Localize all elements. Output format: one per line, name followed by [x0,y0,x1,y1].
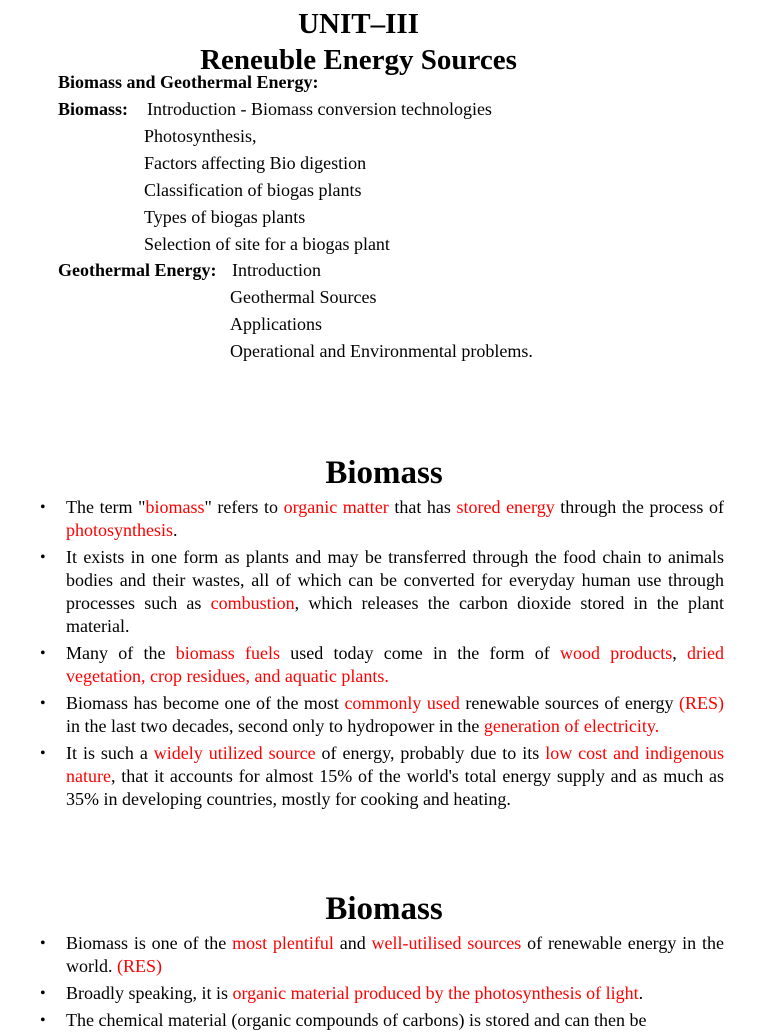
highlighted-term: well-utilised sources [371,933,522,953]
bullet-text: of energy, probably due to its [315,743,546,763]
bullet-text: Biomass has become one of the most [66,693,345,713]
highlighted-term: stored energy [456,497,555,517]
bullet-text: that has [388,497,457,517]
biomass-topic: Classification of biogas plants [144,180,362,200]
unit-subtitle: Reneuble Energy Sources [200,44,517,76]
bullet-text: and [333,933,372,953]
highlighted-term: combustion [210,593,295,613]
bullet-item [40,742,724,811]
bullet-text: , that it accounts for almost 15% of the world's total energy supply and as much as 35% in developing countries, mostly for cooking and heating. [66,766,724,809]
bullet-text: It is such a [66,743,154,763]
slide-heading-biomass-2: Biomass [325,891,443,927]
highlighted-term: low cost and indigenous nature [66,743,725,786]
section-heading: Biomass and Geothermal Energy: [58,72,319,92]
unit-title: UNIT–III [298,8,419,40]
biomass-bullet-list-2 [40,932,724,1036]
bullet-text: Many of the [66,643,176,663]
bullet-text: , [672,643,687,663]
geothermal-topic: Geothermal Sources [230,287,377,307]
bullet-text: used today come in the form of [280,643,560,663]
highlighted-term: (RES) [117,956,162,976]
bullet-text: " refers to [204,497,284,517]
bullet-text: . [173,520,178,540]
bullet-text: Broadly speaking, it is [66,983,233,1003]
highlighted-term: generation of electricity. [483,716,660,736]
highlighted-term: dried vegetation, crop residues, and aquatic plants. [66,643,724,686]
geothermal-topic: Operational and Environmental problems. [230,341,533,361]
biomass-bullet-list [40,496,724,815]
highlighted-term: organic material produced by the photosynthesis of light [232,983,639,1003]
bullet-text: in the last two decades, second only to hydropower in the [66,716,484,736]
bullet-text: , which releases the carbon dioxide stored in the plant material. [66,593,724,636]
biomass-topic: Selection of site for a biogas plant [144,234,390,254]
highlighted-term: photosynthesis [66,520,174,540]
bullet-text: The term " [66,497,146,517]
bullet-item [40,546,724,638]
geothermal-topic: Applications [230,314,322,334]
bullet-item [40,1009,724,1032]
bullet-text: The chemical material (organic compounds of carbons) is stored and can then be [66,1010,647,1030]
slide-heading-biomass: Biomass [325,455,443,491]
geothermal-topic: Introduction [232,260,321,280]
biomass-topic: Types of biogas plants [144,207,306,227]
highlighted-term: most plentiful [232,933,334,953]
bullet-text: Biomass is one of the [66,933,233,953]
biomass-topic: Photosynthesis, [144,126,257,146]
bullet-item [40,692,724,738]
bullet-text: renewable sources of energy [459,693,679,713]
highlighted-term: (RES) [679,693,724,713]
bullet-item [40,932,724,978]
biomass-topic: Introduction - Biomass conversion technologies [147,99,492,119]
bullet-item [40,642,724,688]
bullet-text: . [638,983,644,1003]
biomass-topic: Factors affecting Bio digestion [144,153,367,173]
geothermal-label: Geothermal Energy: [58,260,217,280]
highlighted-term: commonly used [344,693,460,713]
highlighted-term: organic matter [283,497,389,517]
bullet-text: of renewable energy in the world. [66,933,724,976]
highlighted-term: biomass fuels [175,643,280,663]
highlighted-term: biomass [145,497,205,517]
bullet-text: through the process of [554,497,724,517]
bullet-item [40,496,724,542]
bullet-item [40,982,724,1005]
bullet-text: It exists in one form as plants and may be transferred through the food chain to animals bodies and their wastes, all of which can be converted for everyday human use through processes such as [66,547,724,613]
biomass-label: Biomass: [58,99,129,119]
highlighted-term: wood products [559,643,673,663]
highlighted-term: widely utilized source [153,743,316,763]
